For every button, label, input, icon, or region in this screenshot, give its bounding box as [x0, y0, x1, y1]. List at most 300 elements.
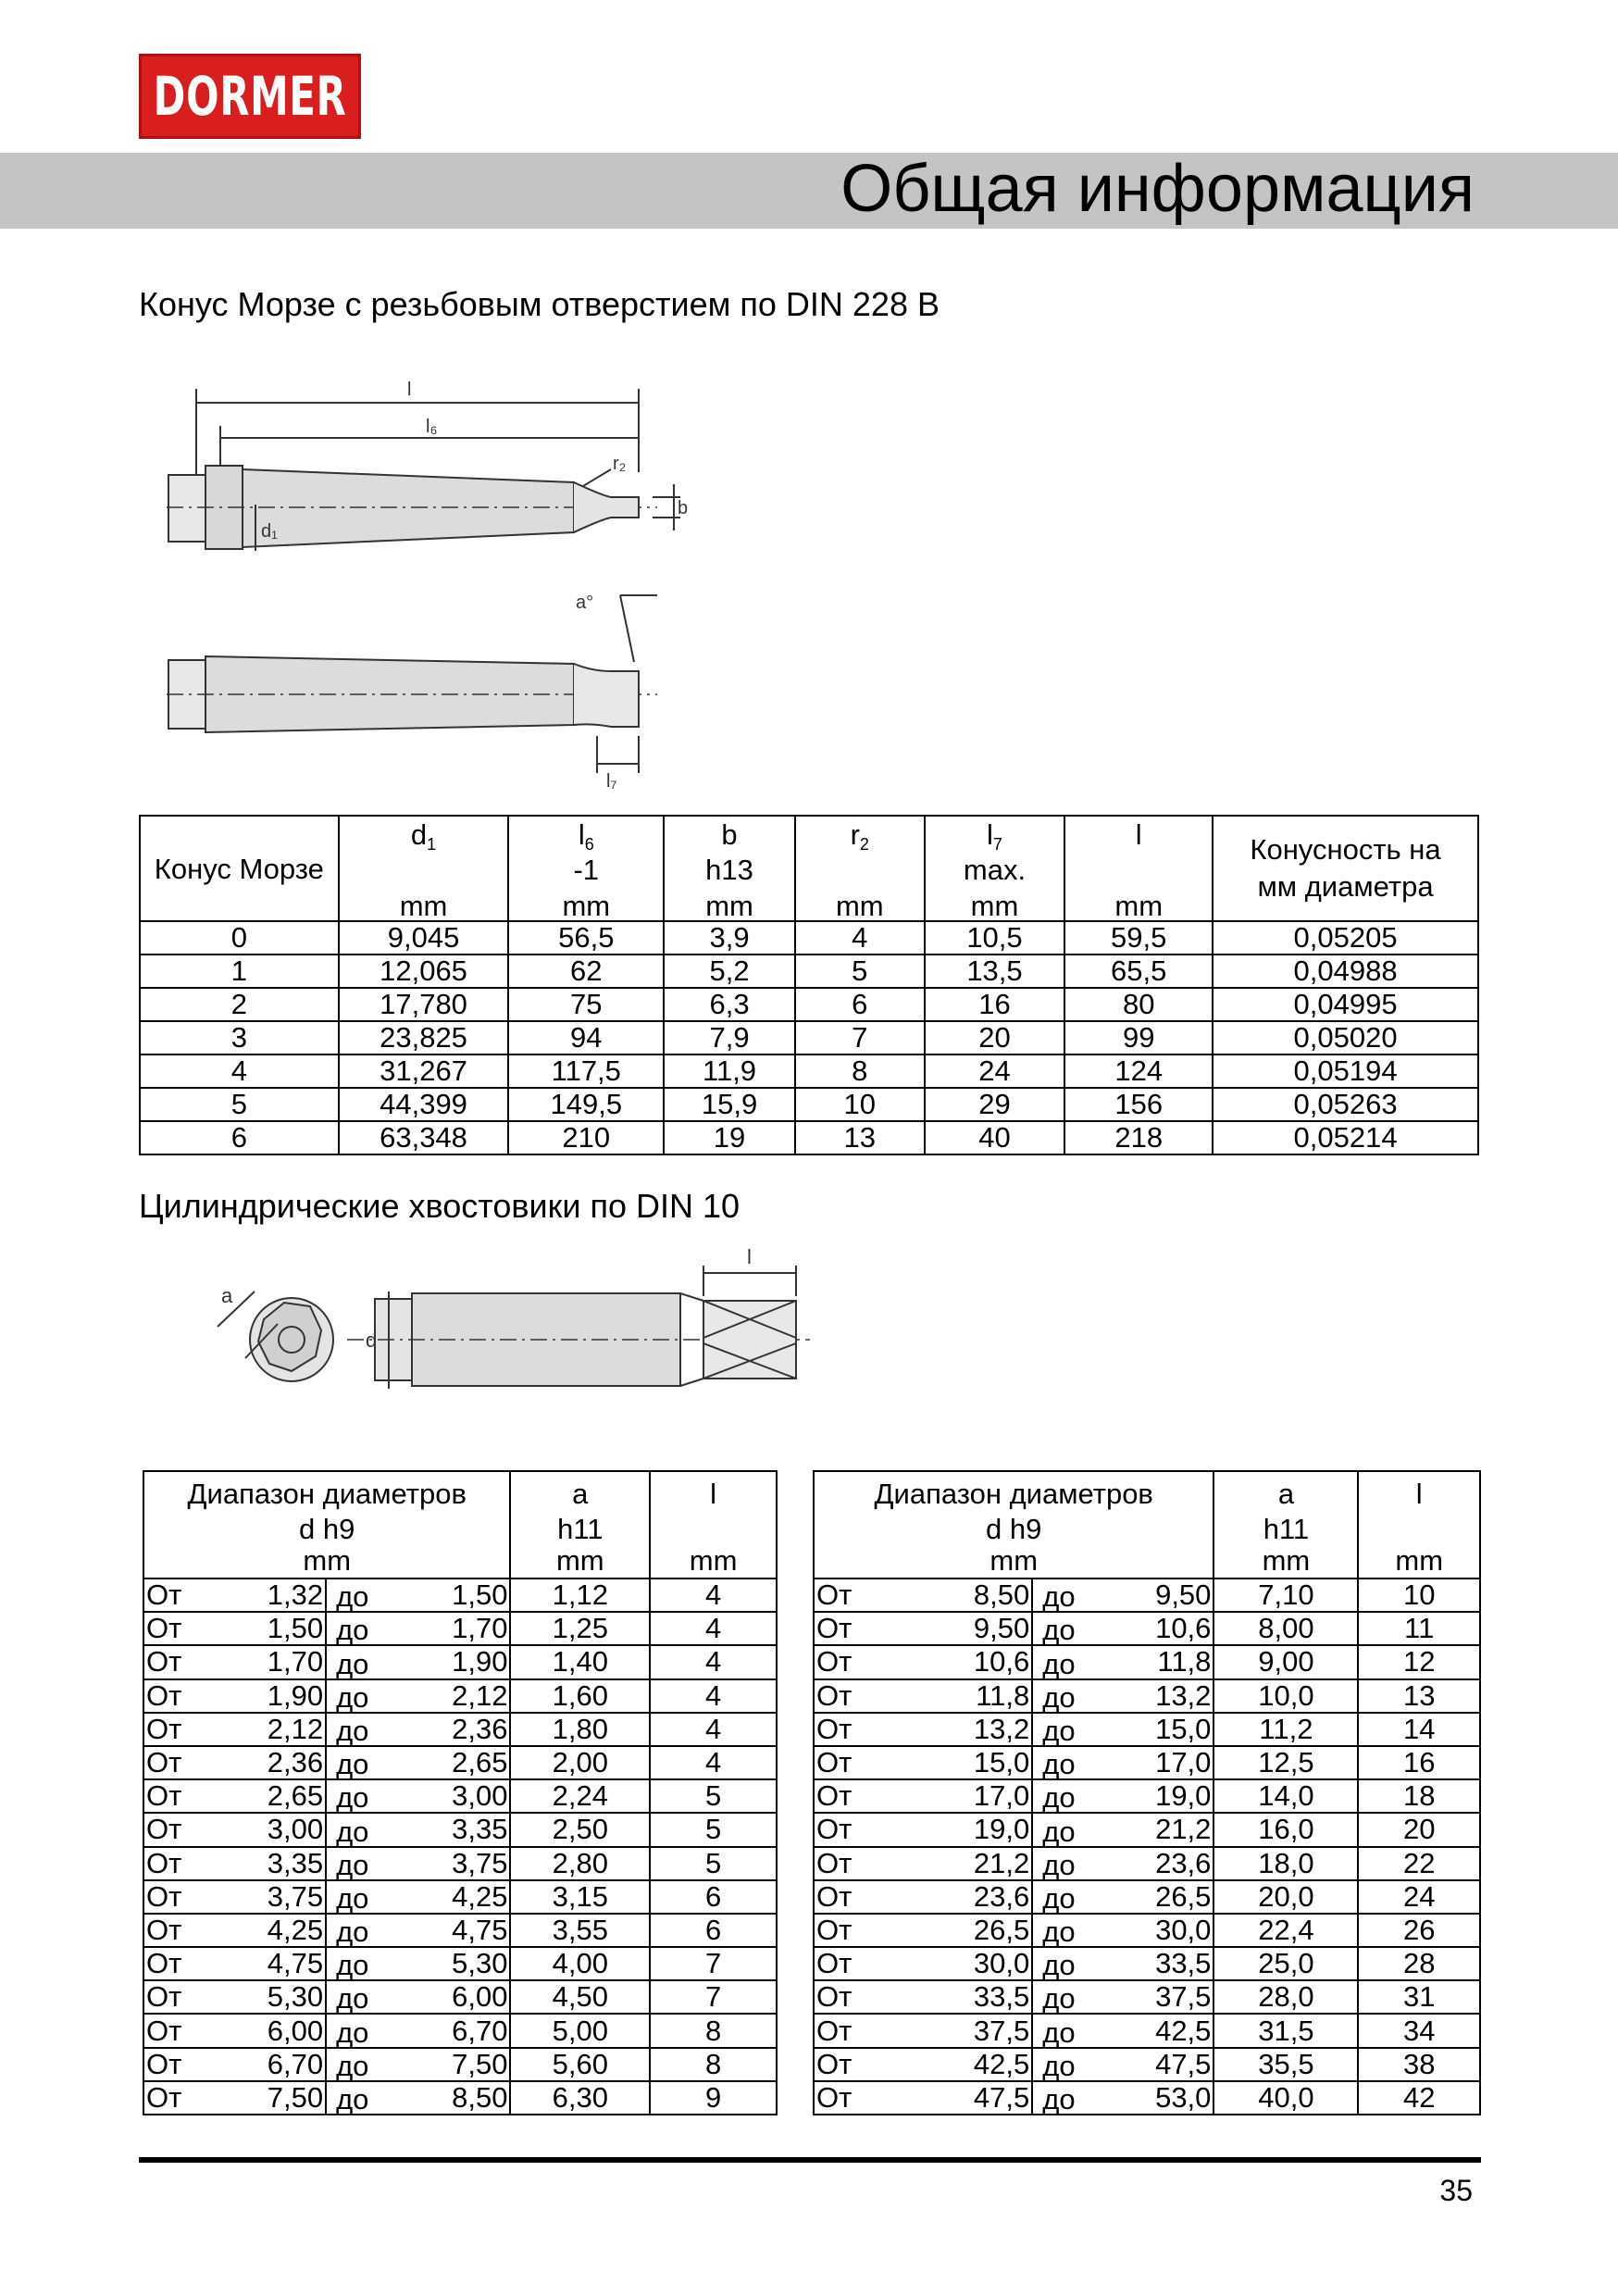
dormer-logo	[139, 54, 361, 139]
shank-cell: 15,0	[1117, 1713, 1214, 1746]
morse-cell: 59,5	[1064, 921, 1213, 955]
morse-header-row	[140, 816, 1478, 921]
morse-cell: 99	[1064, 1021, 1213, 1054]
cylindrical-section-title: Цилиндрические хвостовики по DIN 10	[139, 1187, 741, 1225]
morse-cell: 210	[508, 1121, 664, 1154]
shank-table-row	[143, 1813, 777, 1846]
morse-cell: 5	[140, 1088, 339, 1121]
shank-cell: до	[1032, 1779, 1116, 1813]
shank-cell: 8,50	[906, 1578, 1032, 1612]
dim-d1-label: d₁	[261, 521, 278, 542]
shank-cell: 17,0	[906, 1779, 1032, 1813]
shank-cell: 8	[650, 2014, 777, 2047]
shank-cell: 5	[650, 1813, 777, 1846]
morse-taper-drawing	[139, 366, 694, 801]
shank-cell: 2,65	[240, 1779, 326, 1813]
shank-cell: 1,40	[510, 1645, 650, 1678]
shank-cell: до	[1032, 1947, 1116, 1980]
morse-cell: 62	[508, 955, 664, 988]
shank-table-row	[143, 1980, 777, 2014]
shank-cell: 42,5	[906, 2048, 1032, 2081]
shank-cell: 4,50	[510, 1980, 650, 2014]
shank-cell: 1,90	[240, 1679, 326, 1713]
shank-table-row	[814, 1847, 1480, 1880]
shank-cell: 5,00	[510, 2014, 650, 2047]
morse-cell: 13,5	[925, 955, 1065, 988]
morse-cell: 0,05194	[1213, 1054, 1478, 1088]
morse-cell: 117,5	[508, 1054, 664, 1088]
shank-cell: 2,65	[422, 1746, 510, 1779]
shank-cell: до	[326, 1914, 422, 1947]
shank-cell: 3,75	[422, 1847, 510, 1880]
shank-cell: до	[326, 1713, 422, 1746]
morse-cell: 0,05214	[1213, 1121, 1478, 1154]
shank-cell: 5	[650, 1779, 777, 1813]
morse-cell: 4	[795, 921, 925, 955]
shank-cell: 12,5	[1214, 1746, 1358, 1779]
shank-cell: до	[1032, 1980, 1116, 2014]
shank-cell: до	[1032, 2048, 1116, 2081]
shank-cell: 10,0	[1214, 1679, 1358, 1713]
shank-cell: От	[814, 1578, 906, 1612]
shank-cell: 3,75	[240, 1880, 326, 1914]
shank-cell: От	[814, 1914, 906, 1947]
morse-cell: 9,045	[339, 921, 509, 955]
shank-cell: 20,0	[1214, 1880, 1358, 1914]
morse-cell: 0,04988	[1213, 955, 1478, 988]
shank-cell: От	[814, 2048, 906, 2081]
shank-cell: до	[326, 2048, 422, 2081]
shank-cell: 23,6	[906, 1880, 1032, 1914]
shank-cell: 30,0	[906, 1947, 1032, 1980]
shank-cell: до	[1032, 2014, 1116, 2047]
shank-table-row	[814, 1713, 1480, 1746]
shank-cell: 1,50	[240, 1612, 326, 1645]
shank-cell: до	[1032, 1612, 1116, 1645]
dim-b-label: b	[678, 498, 689, 518]
shank-cell: 53,0	[1117, 2081, 1214, 2115]
shank-cell: 2,36	[422, 1713, 510, 1746]
morse-cell: 10	[795, 1088, 925, 1121]
cylindrical-shank-drawing	[199, 1245, 828, 1421]
shank-cell: 1,12	[510, 1578, 650, 1612]
morse-cell: 6,3	[664, 988, 795, 1021]
shank-cell: 2,50	[510, 1813, 650, 1846]
dim-a-label: a°	[576, 593, 594, 613]
shank-cell: 42	[1358, 2081, 1480, 2115]
morse-table-row	[140, 921, 1478, 955]
shank-cell: 13	[1358, 1679, 1480, 1713]
shank-cell: 3,35	[422, 1813, 510, 1846]
shank-cell: 5,30	[240, 1980, 326, 2014]
shank-cell: 11,2	[1214, 1713, 1358, 1746]
shank-cell: 40,0	[1214, 2081, 1358, 2115]
shank-cell: 4	[650, 1713, 777, 1746]
morse-table-row	[140, 1088, 1478, 1121]
shank-table-row	[143, 2014, 777, 2047]
shank-cell: 3,15	[510, 1880, 650, 1914]
shank-cell: От	[143, 1779, 240, 1813]
shank-cell: до	[326, 1612, 422, 1645]
shank-table-row	[143, 1679, 777, 1713]
shank-table-row	[143, 1746, 777, 1779]
shank-cell: 4	[650, 1612, 777, 1645]
shank-cell: 37,5	[1117, 1980, 1214, 2014]
shank-cell: 4	[650, 1578, 777, 1612]
dim-l-label: l	[747, 1245, 752, 1268]
shank-cell: От	[143, 1980, 240, 2014]
shank-cell: до	[326, 2081, 422, 2115]
morse-cell: 0,05020	[1213, 1021, 1478, 1054]
shank-cell: 2,36	[240, 1746, 326, 1779]
shank-cell: От	[143, 1813, 240, 1846]
shank-cell: 35,5	[1214, 2048, 1358, 2081]
morse-table-row	[140, 988, 1478, 1021]
shank-cell: 13,2	[1117, 1679, 1214, 1713]
shank-cell: 8,50	[422, 2081, 510, 2115]
morse-cell: 3,9	[664, 921, 795, 955]
dim-l7-label: l₇	[606, 771, 617, 792]
shank-table-row	[143, 1779, 777, 1813]
shank-cell: От	[814, 1847, 906, 1880]
shank-cell: 33,5	[906, 1980, 1032, 2014]
shank-cell: 25,0	[1214, 1947, 1358, 1980]
shank-cell: до	[326, 1980, 422, 2014]
shank-table-row	[814, 2081, 1480, 2115]
shank-cell: 9,50	[1117, 1578, 1214, 1612]
shank-cell: 34	[1358, 2014, 1480, 2047]
shank-cell: От	[814, 1813, 906, 1846]
morse-cell: 16	[925, 988, 1065, 1021]
cyl-right-header	[814, 1471, 1480, 1578]
morse-cell: 31,267	[339, 1054, 509, 1088]
morse-cell: 15,9	[664, 1088, 795, 1121]
shank-cell: 47,5	[906, 2081, 1032, 2115]
shank-cell: до	[1032, 2081, 1116, 2115]
header-l6: $l_6$ -1 mm	[508, 816, 664, 921]
shank-cell: 21,2	[906, 1847, 1032, 1880]
shank-table-row	[814, 1947, 1480, 1980]
shank-cell: 10	[1358, 1578, 1480, 1612]
shank-cell: до	[1032, 1880, 1116, 1914]
shank-cell: От	[143, 1713, 240, 1746]
shank-cell: 9	[650, 2081, 777, 2115]
dim-r2-label: r₂	[613, 454, 627, 474]
morse-cell: 23,825	[339, 1021, 509, 1054]
shank-cell: От	[143, 1847, 240, 1880]
header-l7: $l_7$ max. mm	[925, 816, 1065, 921]
shank-cell: От	[143, 1746, 240, 1779]
shank-table-row	[143, 1914, 777, 1947]
morse-table-row	[140, 1121, 1478, 1154]
shank-cell: 10,6	[906, 1645, 1032, 1678]
shank-cell: до	[326, 1645, 422, 1678]
morse-cell: 6	[795, 988, 925, 1021]
header-d1: $d_1$ mm	[339, 816, 509, 921]
shank-cell: От	[143, 1645, 240, 1678]
shank-cell: 5,30	[422, 1947, 510, 1980]
morse-cell: 44,399	[339, 1088, 509, 1121]
morse-cell: 0,04995	[1213, 988, 1478, 1021]
shank-cell: 11	[1358, 1612, 1480, 1645]
shank-cell: до	[1032, 1914, 1116, 1947]
shank-cell: до	[326, 2014, 422, 2047]
shank-cell: 4	[650, 1746, 777, 1779]
shank-cell: до	[1032, 1713, 1116, 1746]
shank-cell: 42,5	[1117, 2014, 1214, 2047]
morse-cell: 63,348	[339, 1121, 509, 1154]
shank-cell: до	[326, 1578, 422, 1612]
morse-cell: 156	[1064, 1088, 1213, 1121]
morse-cell: 40	[925, 1121, 1065, 1154]
shank-cell: От	[143, 1612, 240, 1645]
shank-cell: 2,12	[422, 1679, 510, 1713]
shank-cell: От	[143, 2048, 240, 2081]
shank-cell: 9,00	[1214, 1645, 1358, 1678]
morse-cell: 7	[795, 1021, 925, 1054]
shank-cell: 20	[1358, 1813, 1480, 1846]
shank-cell: 21,2	[1117, 1813, 1214, 1846]
shank-cell: 6,70	[240, 2048, 326, 2081]
shank-cell: 30,0	[1117, 1914, 1214, 1947]
morse-cell: 149,5	[508, 1088, 664, 1121]
shank-cell: 1,60	[510, 1679, 650, 1713]
shank-cell: 33,5	[1117, 1947, 1214, 1980]
shank-table-row	[143, 2081, 777, 2115]
shank-cell: 16,0	[1214, 1813, 1358, 1846]
shank-table-row	[143, 1713, 777, 1746]
footer-rule	[139, 2157, 1481, 2163]
shank-cell: От	[814, 1746, 906, 1779]
shank-table-row	[814, 1914, 1480, 1947]
morse-cell: 65,5	[1064, 955, 1213, 988]
shank-cell: 18	[1358, 1779, 1480, 1813]
shank-cell: 7	[650, 1980, 777, 2014]
shank-cell: 7,50	[422, 2048, 510, 2081]
shank-cell: 6,00	[422, 1980, 510, 2014]
shank-cell: до	[326, 1679, 422, 1713]
shank-cell: 28	[1358, 1947, 1480, 1980]
shank-table-row	[143, 1645, 777, 1678]
shank-cell: 31,5	[1214, 2014, 1358, 2047]
header-diameter-range: Диапазон диаметров d h9 mm	[814, 1471, 1214, 1578]
logo-text: DORMER	[153, 65, 347, 128]
shank-table-row	[814, 1578, 1480, 1612]
shank-table-row	[814, 1813, 1480, 1846]
shank-cell: 19,0	[906, 1813, 1032, 1846]
shank-cell: 3,00	[422, 1779, 510, 1813]
shank-cell: От	[814, 1645, 906, 1678]
morse-cell: 29	[925, 1088, 1065, 1121]
dim-d-label: d	[366, 1329, 378, 1352]
shank-table-row	[143, 1612, 777, 1645]
shank-cell: 3,35	[240, 1847, 326, 1880]
shank-cell: 1,50	[422, 1578, 510, 1612]
shank-cell: 13,2	[906, 1713, 1032, 1746]
shank-cell: до	[1032, 1578, 1116, 1612]
morse-cell: 80	[1064, 988, 1213, 1021]
shank-cell: От	[814, 1947, 906, 1980]
shank-cell: От	[143, 2014, 240, 2047]
shank-cell: От	[143, 1578, 240, 1612]
shank-cell: 14	[1358, 1713, 1480, 1746]
header-a: a h11 mm	[510, 1471, 650, 1578]
shank-table-row	[814, 1980, 1480, 2014]
shank-cell: 10,6	[1117, 1612, 1214, 1645]
shank-cell: 4	[650, 1679, 777, 1713]
cylindrical-table-right	[813, 1470, 1481, 2115]
cylindrical-table-left	[143, 1470, 778, 2115]
header-a: a h11 mm	[1214, 1471, 1358, 1578]
shank-cell: 4,75	[240, 1947, 326, 1980]
shank-table-row	[814, 2048, 1480, 2081]
shank-cell: 4,75	[422, 1914, 510, 1947]
shank-cell: 6	[650, 1914, 777, 1947]
morse-cell: 0,05263	[1213, 1088, 1478, 1121]
shank-cell: до	[326, 1779, 422, 1813]
morse-cell: 10,5	[925, 921, 1065, 955]
morse-cell: 218	[1064, 1121, 1213, 1154]
shank-cell: до	[1032, 1679, 1116, 1713]
shank-cell: От	[814, 2081, 906, 2115]
shank-cell: От	[143, 1880, 240, 1914]
morse-cell: 94	[508, 1021, 664, 1054]
shank-cell: до	[1032, 1847, 1116, 1880]
shank-cell: 11,8	[1117, 1645, 1214, 1678]
shank-cell: 12	[1358, 1645, 1480, 1678]
shank-cell: От	[814, 1713, 906, 1746]
shank-cell: 5,60	[510, 2048, 650, 2081]
header-morse-cone: Конус Морзе	[140, 816, 339, 921]
shank-table-row	[143, 1880, 777, 1914]
shank-cell: 18,0	[1214, 1847, 1358, 1880]
shank-cell: От	[814, 1980, 906, 2014]
shank-cell: 1,32	[240, 1578, 326, 1612]
shank-table-row	[143, 1847, 777, 1880]
shank-cell: 17,0	[1117, 1746, 1214, 1779]
shank-cell: От	[143, 1679, 240, 1713]
shank-cell: 4,25	[422, 1880, 510, 1914]
morse-table-row	[140, 955, 1478, 988]
shank-cell: до	[1032, 1645, 1116, 1678]
shank-cell: 6	[650, 1880, 777, 1914]
shank-cell: 4,00	[510, 1947, 650, 1980]
morse-cell: 5	[795, 955, 925, 988]
shank-table-row	[814, 1612, 1480, 1645]
shank-cell: 16	[1358, 1746, 1480, 1779]
shank-cell: до	[326, 1847, 422, 1880]
shank-table-row	[814, 1779, 1480, 1813]
header-l: l mm	[1064, 816, 1213, 921]
morse-cell: 12,065	[339, 955, 509, 988]
morse-cell: 75	[508, 988, 664, 1021]
header-r2: $r_2$ mm	[795, 816, 925, 921]
shank-cell: до	[1032, 1813, 1116, 1846]
morse-cell: 19	[664, 1121, 795, 1154]
morse-cell: 13	[795, 1121, 925, 1154]
shank-cell: 26,5	[1117, 1880, 1214, 1914]
shank-cell: От	[143, 2081, 240, 2115]
shank-cell: 3,55	[510, 1914, 650, 1947]
shank-cell: до	[326, 1746, 422, 1779]
title-banner	[0, 153, 1618, 229]
shank-cell: 6,00	[240, 2014, 326, 2047]
morse-cell: 2	[140, 988, 339, 1021]
shank-table-row	[143, 1947, 777, 1980]
header-diameter-range: Диапазон диаметров d h9 mm	[143, 1471, 510, 1578]
shank-cell: 2,12	[240, 1713, 326, 1746]
shank-cell: до	[326, 1813, 422, 1846]
morse-cell: 0	[140, 921, 339, 955]
shank-cell: От	[814, 1612, 906, 1645]
shank-table-row	[814, 1645, 1480, 1678]
shank-cell: 14,0	[1214, 1779, 1358, 1813]
shank-cell: От	[814, 1779, 906, 1813]
morse-cell: 24	[925, 1054, 1065, 1088]
morse-cell: 56,5	[508, 921, 664, 955]
morse-cell: 7,9	[664, 1021, 795, 1054]
shank-cell: От	[814, 1880, 906, 1914]
shank-cell: От	[814, 2014, 906, 2047]
shank-cell: 38	[1358, 2048, 1480, 2081]
shank-cell: 2,80	[510, 1847, 650, 1880]
shank-cell: 1,70	[240, 1645, 326, 1678]
shank-cell: 8	[650, 2048, 777, 2081]
morse-cell: 6	[140, 1121, 339, 1154]
shank-table-row	[143, 2048, 777, 2081]
shank-cell: 1,25	[510, 1612, 650, 1645]
shank-cell: От	[143, 1914, 240, 1947]
morse-table-row	[140, 1021, 1478, 1054]
dim-l6-label: l₆	[426, 417, 438, 437]
shank-cell: 6,30	[510, 2081, 650, 2115]
page-number: 35	[1439, 2174, 1473, 2207]
morse-cell: 5,2	[664, 955, 795, 988]
shank-cell: 22,4	[1214, 1914, 1358, 1947]
shank-cell: 31	[1358, 1980, 1480, 2014]
page-title: Общая информация	[840, 152, 1475, 226]
morse-taper-table	[139, 815, 1479, 1155]
shank-cell: 24	[1358, 1880, 1480, 1914]
shank-cell: 4,25	[240, 1914, 326, 1947]
morse-cell: 8	[795, 1054, 925, 1088]
morse-cell: 20	[925, 1021, 1065, 1054]
shank-cell: 47,5	[1117, 2048, 1214, 2081]
shank-cell: 28,0	[1214, 1980, 1358, 2014]
shank-cell: до	[326, 1947, 422, 1980]
morse-section-title: Конус Морзе с резьбовым отверстием по DIN 228 B	[139, 285, 940, 323]
morse-cell: 3	[140, 1021, 339, 1054]
morse-cell: 0,05205	[1213, 921, 1478, 955]
shank-cell: 2,24	[510, 1779, 650, 1813]
shank-table-row	[143, 1578, 777, 1612]
shank-cell: 26,5	[906, 1914, 1032, 1947]
shank-cell: 19,0	[1117, 1779, 1214, 1813]
cyl-left-header	[143, 1471, 777, 1578]
header-l: l mm	[1358, 1471, 1480, 1578]
morse-cell: 124	[1064, 1054, 1213, 1088]
shank-cell: 3,00	[240, 1813, 326, 1846]
shank-table-row	[814, 1746, 1480, 1779]
shank-table-row	[814, 2014, 1480, 2047]
morse-cell: 11,9	[664, 1054, 795, 1088]
shank-cell: до	[326, 1880, 422, 1914]
shank-cell: 6,70	[422, 2014, 510, 2047]
dim-l-label: l	[407, 380, 412, 400]
shank-cell: 2,00	[510, 1746, 650, 1779]
shank-cell: 11,8	[906, 1679, 1032, 1713]
shank-table-row	[814, 1679, 1480, 1713]
